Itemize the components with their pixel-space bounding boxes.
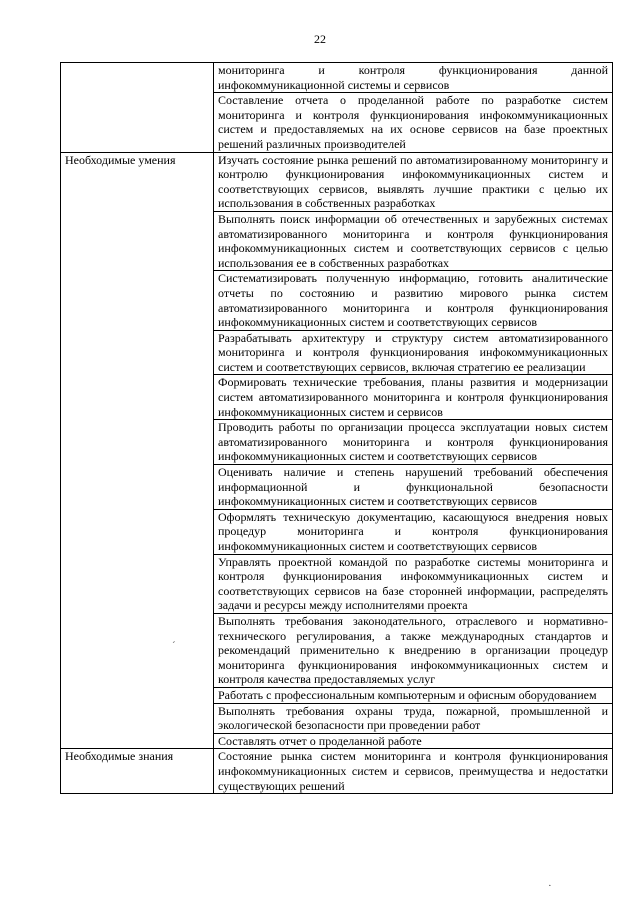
table-cell: Изучать состояние рынка решений по автоматизированному мониторингу и контролю функционирования инфокоммуникационных систем и соответствующих сервисов, выявлять лучшие практики с целью их использования в собственных разработках bbox=[214, 152, 613, 211]
table-cell: Работать с профессиональным компьютерным и офисным оборудованием bbox=[214, 687, 613, 703]
table-cell: Разрабатывать архитектуру и структуру систем автоматизированного мониторинга и контроля функционирования инфокоммуникационных систем и соответствующих сервисов, включая стратегию ее реализации bbox=[214, 330, 613, 375]
table-cell: Систематизировать полученную информацию, готовить аналитические отчеты по состоянию и развитию мирового рынка систем автоматизированного мониторинга и контроля функционирования инфокоммуникационных систем и соответствующих сервисов bbox=[214, 271, 613, 330]
table-cell: Оформлять техническую документацию, касающуюся внедрения новых процедур мониторинга и контроля функционирования инфокоммуникационных систем и соответствующих сервисов bbox=[214, 509, 613, 554]
table-cell: Выполнять поиск информации об отечественных и зарубежных системах автоматизированного мониторинга и контроля функционирования инфокоммуникационных систем и соответствующих сервисов с целью использования ее в собственных разработках bbox=[214, 211, 613, 270]
table-row bbox=[61, 152, 613, 211]
scan-speck: · bbox=[548, 880, 552, 892]
table-cell: Формировать технические требования, планы развития и модернизации систем автоматизированного мониторинга и контроля функционирования инфокоммуникационных систем и сервисов bbox=[214, 375, 613, 420]
table-row bbox=[61, 749, 613, 794]
table-cell: Состояние рынка систем мониторинга и контроля функционирования инфокоммуникационных систем и сервисов, преимущества и недостатки существующих решений bbox=[214, 749, 613, 794]
table-cell: Проводить работы по организации процесса эксплуатации новых систем автоматизированного мониторинга и контроля функционирования инфокоммуникационных систем и соответствующих сервисов bbox=[214, 420, 613, 465]
table-cell: Выполнять требования охраны труда, пожарной, промышленной и экологической безопасности при проведении работ bbox=[214, 703, 613, 733]
table-cell: Выполнять требования законодательного, отраслевого и нормативно-технического регулирования, а также международных стандартов и рекомендаций применительно к внедрению в организации процедур мониторинга функционирования инфокоммуникационных систем и контроля качества предоставляемых услуг bbox=[214, 613, 613, 687]
qualification-table bbox=[60, 62, 613, 794]
table-row bbox=[61, 63, 613, 93]
table-cell: Составлять отчет о проделанной работе bbox=[214, 733, 613, 749]
section-label bbox=[61, 63, 214, 153]
section-label-knowledge: Необходимые знания bbox=[61, 749, 214, 794]
table-cell: Составление отчета о проделанной работе по разработке систем мониторинга и контроля функционирования инфокоммуникационных систем и предоставляемых на их основе сервисов на базе проектных решений различных производителей bbox=[214, 93, 613, 152]
section-label-skills: Необходимые умения bbox=[61, 152, 214, 749]
scan-speck: ˊ bbox=[172, 640, 176, 652]
table-cell: Управлять проектной командой по разработке системы мониторинга и контроля функционирования инфокоммуникационных систем и соответствующих сервисов на базе сторонней информации, распределять задачи и ресурсы между исполнителями проекта bbox=[214, 554, 613, 613]
table-cell: Оценивать наличие и степень нарушений требований обеспечения информационной и функциональной безопасности инфокоммуникационных систем и соответствующих сервисов bbox=[214, 465, 613, 510]
table-cell: мониторинга и контроля функционирования данной инфокоммуникационной системы и сервисов bbox=[214, 63, 613, 93]
page-number: 22 bbox=[314, 32, 326, 46]
